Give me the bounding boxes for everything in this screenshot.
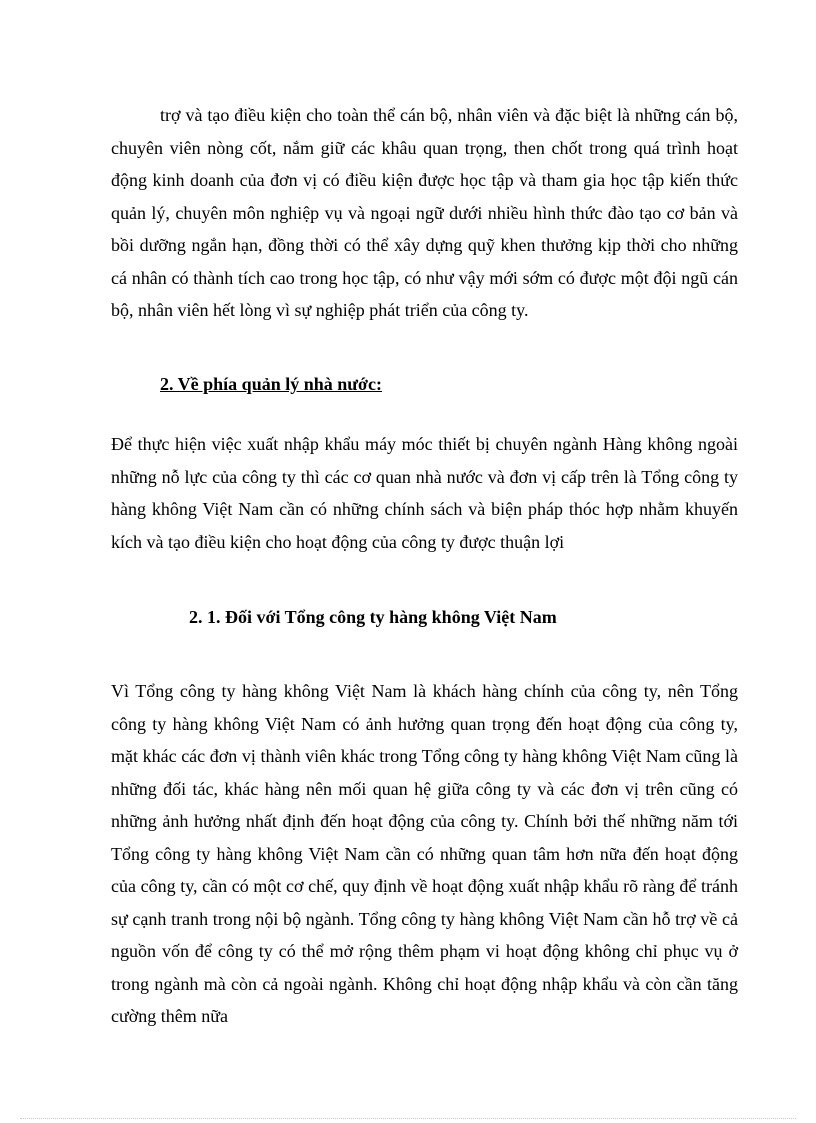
- subsection-heading-vietnam-airlines: 2. 1. Đối với Tổng công ty hàng không Việt Nam: [189, 607, 557, 627]
- page-bottom-divider: [20, 1118, 796, 1119]
- section-heading-state-management: 2. Về phía quản lý nhà nước:: [160, 374, 383, 394]
- paragraph-vietnam-airlines-role: Vì Tổng công ty hàng không Việt Nam là khách hàng chính của công ty, nên Tổng công ty hàng không Việt Nam có ảnh hưởng quan trọng đến hoạt động của công ty, mặt khác các đơn vị thành viên khác trong Tổng công ty hàng không Việt Nam cũng là những đối tác, khác hàng nên mối quan hệ giữa công ty và các đơn vị trên cũng có những ảnh hưởng nhất định đến hoạt động của công ty. Chính bởi thế những năm tới Tổng công ty hàng không Việt Nam cần có những quan tâm hơn nữa đến hoạt động của công ty, cần có một cơ chế, quy định về hoạt động xuất nhập khẩu rõ ràng để tránh sự cạnh tranh trong nội bộ ngành. Tổng công ty hàng không Việt Nam cần hỗ trợ về cả nguồn vốn để công ty có thể mở rộng thêm phạm vi hoạt động không chỉ phục vụ ở trong ngành mà còn cả ngoài ngành. Không chỉ hoạt động nhập khẩu và còn cần tăng cường thêm nữa: [111, 681, 738, 1026]
- paragraph-training-support: trợ và tạo điều kiện cho toàn thể cán bộ, nhân viên và đặc biệt là những cán bộ, chuyên viên nòng cốt, nắm giữ các khâu quan trọng, then chốt trong quá trình hoạt động kinh doanh của đơn vị có điều kiện được học tập và tham gia học tập kiến thức quản lý, chuyên môn nghiệp vụ và ngoại ngữ dưới nhiều hình thức đào tạo cơ bản và bồi dưỡng ngắn hạn, đồng thời có thể xây dựng quỹ khen thưởng kịp thời cho những cá nhân có thành tích cao trong học tập, có như vậy mới sớm có được một đội ngũ cán bộ, nhân viên hết lòng vì sự nghiệp phát triển của công ty.: [111, 105, 738, 320]
- paragraph-state-support: Để thực hiện việc xuất nhập khẩu máy móc thiết bị chuyên ngành Hàng không ngoài những nỗ lực của công ty thì các cơ quan nhà nước và đơn vị cấp trên là Tổng công ty hàng không Việt Nam cần có những chính sách và biện pháp thóc hợp nhằm khuyến kích và tạo điều kiện cho hoạt động của công ty được thuận lợi: [111, 434, 738, 552]
